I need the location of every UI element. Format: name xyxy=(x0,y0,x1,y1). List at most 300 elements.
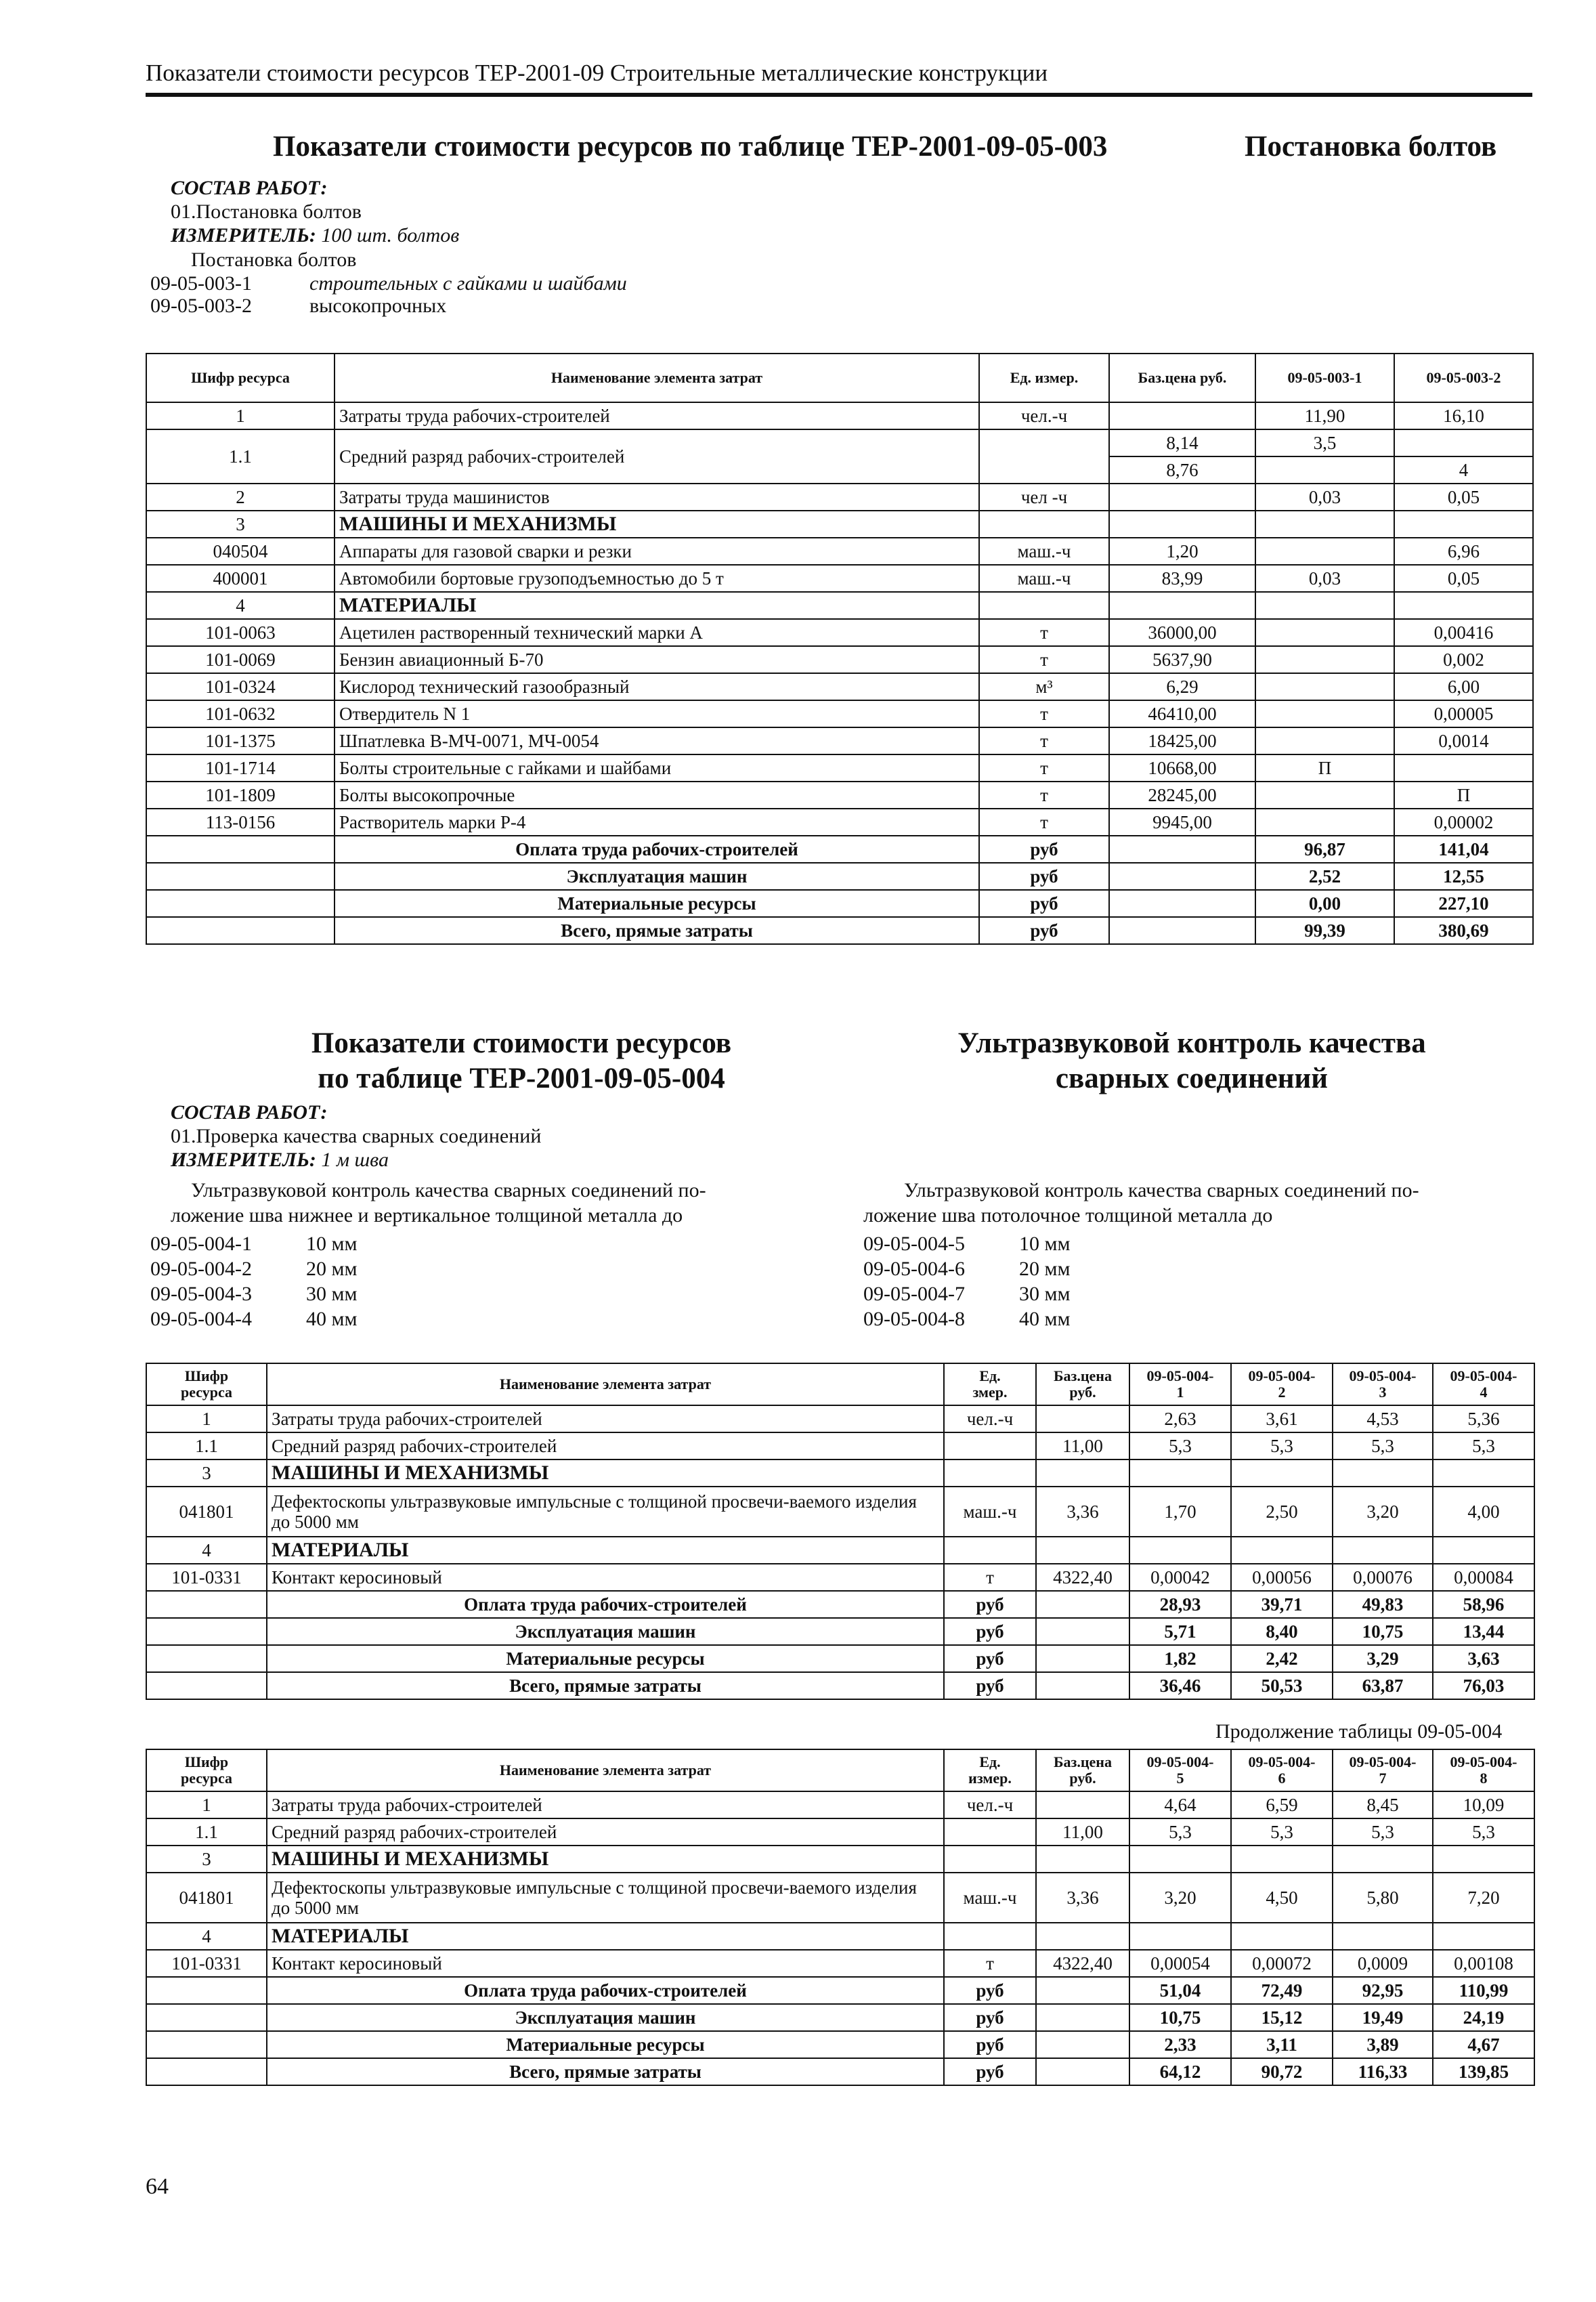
h-col-code: 09-05-004- xyxy=(1349,1753,1417,1770)
cell-unit: руб xyxy=(979,863,1109,890)
table-row xyxy=(146,1405,1534,1432)
cell-total-name: Материальные ресурсы xyxy=(267,1645,944,1672)
h-col-code: 09-05-004- xyxy=(1450,1367,1517,1384)
cell-v8: 24,19 xyxy=(1433,2004,1534,2031)
cell-v1 xyxy=(1255,782,1394,809)
cell-unit xyxy=(979,429,1109,484)
cell-unit xyxy=(944,1818,1036,1846)
cell-name: Затраты труда машинистов xyxy=(335,484,979,511)
h-col-num: 8 xyxy=(1480,1770,1488,1787)
col-header-v7 xyxy=(1333,1749,1433,1791)
cell-v1 xyxy=(1255,538,1394,565)
cell-v2: 0,05 xyxy=(1394,565,1533,592)
cell-v8: 139,85 xyxy=(1433,2058,1534,2085)
table-section-row xyxy=(146,511,1533,538)
cell-v8: 4,67 xyxy=(1433,2031,1534,2058)
cell-v2: 0,00056 xyxy=(1231,1564,1333,1591)
cell-v7: 5,80 xyxy=(1333,1873,1433,1923)
cell-name: Болты высокопрочные xyxy=(335,782,979,809)
cell-v2: 227,10 xyxy=(1394,890,1533,917)
table-row xyxy=(146,782,1533,809)
cell-v2: 0,002 xyxy=(1394,646,1533,673)
h-code-line2: ресурса xyxy=(180,1770,232,1787)
table-row xyxy=(146,538,1533,565)
cell-unit: маш.-ч xyxy=(979,538,1109,565)
h-price-line2: руб. xyxy=(1069,1384,1096,1401)
section1-sostav-item: 01.Постановка болтов xyxy=(171,200,362,223)
table-09-05-003 xyxy=(146,353,1534,945)
cell-unit: маш.-ч xyxy=(944,1873,1036,1923)
h-col-num: 5 xyxy=(1176,1770,1184,1787)
col-header-v2 xyxy=(1231,1363,1333,1405)
cell-unit: руб xyxy=(944,2031,1036,2058)
cell-v7: 116,33 xyxy=(1333,2058,1433,2085)
section2-sostav-item: 01.Проверка качества сварных соединений xyxy=(171,1125,542,1147)
cell-v5: 3,20 xyxy=(1129,1873,1231,1923)
cell-v5: 0,00054 xyxy=(1129,1950,1231,1977)
table-row xyxy=(146,1432,1534,1459)
code: 09-05-004-6 xyxy=(863,1258,965,1280)
code-row xyxy=(150,272,627,295)
col-header-unit xyxy=(944,1749,1036,1791)
cell-price: 46410,00 xyxy=(1109,700,1255,727)
cell-unit: т xyxy=(944,1564,1036,1591)
table-row xyxy=(146,484,1533,511)
cell-section-name: МАТЕРИАЛЫ xyxy=(335,592,979,619)
section2-title xyxy=(244,1026,799,1096)
h-code-line2: ресурса xyxy=(180,1384,232,1401)
table-total-row xyxy=(146,2031,1534,2058)
cell-v6: 0,00072 xyxy=(1231,1950,1333,1977)
cell-v2: П xyxy=(1394,782,1533,809)
col-header-name: Наименование элемента затрат xyxy=(335,354,979,402)
table-row xyxy=(146,402,1533,429)
code: 09-05-004-8 xyxy=(863,1308,965,1330)
cell-name: Дефектоскопы ультразвуковые импульсные с толщиной просвечи-ваемого изделия до 5000 мм xyxy=(267,1487,944,1537)
cell-unit: руб xyxy=(979,890,1109,917)
cell-code: 101-0331 xyxy=(146,1564,267,1591)
section1-code-list xyxy=(150,272,627,317)
cell-price xyxy=(1109,402,1255,429)
cell-code: 1 xyxy=(146,1405,267,1432)
code: 09-05-004-4 xyxy=(150,1308,252,1330)
cell-v2: 2,50 xyxy=(1231,1487,1333,1537)
cell-v8: 110,99 xyxy=(1433,1977,1534,2004)
code-row xyxy=(863,1281,1070,1306)
cell-name: Отвердитель N 1 xyxy=(335,700,979,727)
table-total-row xyxy=(146,836,1533,863)
table-header-row xyxy=(146,1363,1534,1405)
code-desc: 20 мм xyxy=(306,1258,358,1280)
cell-unit: руб xyxy=(944,2004,1036,2031)
code: 09-05-004-3 xyxy=(150,1283,252,1305)
cell-v2: 12,55 xyxy=(1394,863,1533,890)
table-section-row xyxy=(146,592,1533,619)
section2-title-right-line2: сварных соединений xyxy=(1055,1063,1329,1094)
table-header-row xyxy=(146,1749,1534,1791)
cell-v3: 3,29 xyxy=(1333,1645,1433,1672)
h-unit-line2: змер. xyxy=(972,1384,1008,1401)
cell-unit: т xyxy=(979,727,1109,754)
cell-section-name: МАШИНЫ И МЕХАНИЗМЫ xyxy=(335,511,979,538)
cell-price: 18425,00 xyxy=(1109,727,1255,754)
cell-name: Затраты труда рабочих-строителей xyxy=(267,1405,944,1432)
cell-v3: 63,87 xyxy=(1333,1672,1433,1699)
cell-v7: 3,89 xyxy=(1333,2031,1433,2058)
cell-v6: 3,11 xyxy=(1231,2031,1333,2058)
cell-v6: 5,3 xyxy=(1231,1818,1333,1846)
running-header: Показатели стоимости ресурсов ТЕР-2001-09 Строительные металлические конструкции xyxy=(146,60,1048,86)
cell-code: 041801 xyxy=(146,1487,267,1537)
cell-v3: 49,83 xyxy=(1333,1591,1433,1618)
code-desc: 10 мм xyxy=(306,1233,358,1255)
cell-v8: 0,00108 xyxy=(1433,1950,1534,1977)
table-section-row xyxy=(146,1846,1534,1873)
code-desc: 30 мм xyxy=(306,1283,358,1305)
h-unit-line1: Ед. xyxy=(979,1367,1001,1384)
cell-v1: 1,82 xyxy=(1129,1645,1231,1672)
section1-subtitle: Постановка болтов xyxy=(191,249,357,271)
section1-sostav-label: СОСТАВ РАБОТ: xyxy=(171,177,328,199)
cell-name: Кислород технический газообразный xyxy=(335,673,979,700)
cell-section-name: МАТЕРИАЛЫ xyxy=(267,1537,944,1564)
h-col-num: 2 xyxy=(1278,1384,1286,1401)
section2-right-desc-line2: ложение шва потолочное толщиной металла до xyxy=(863,1204,1273,1227)
cell-name: Дефектоскопы ультразвуковые импульсные с толщиной просвечи-ваемого изделия до 5000 мм xyxy=(267,1873,944,1923)
h-col-num: 3 xyxy=(1379,1384,1387,1401)
cell-total-name: Оплата труда рабочих-строителей xyxy=(335,836,979,863)
table-total-row xyxy=(146,1591,1534,1618)
cell-v1: 99,39 xyxy=(1255,917,1394,944)
cell-v5: 5,3 xyxy=(1129,1818,1231,1846)
cell-v5: 64,12 xyxy=(1129,2058,1231,2085)
cell-v2: 0,00416 xyxy=(1394,619,1533,646)
h-unit-line2: измер. xyxy=(968,1770,1012,1787)
col-header-v8 xyxy=(1433,1749,1534,1791)
cell-unit: руб xyxy=(944,1672,1036,1699)
cell-v1: 0,03 xyxy=(1255,484,1394,511)
cell-code: 1 xyxy=(146,402,335,429)
cell-v5: 2,33 xyxy=(1129,2031,1231,2058)
cell-v1: 36,46 xyxy=(1129,1672,1231,1699)
h-col-num: 6 xyxy=(1278,1770,1286,1787)
cell-name: Средний разряд рабочих-строителей xyxy=(267,1432,944,1459)
cell-v1: 0,00042 xyxy=(1129,1564,1231,1591)
cell-code: 1.1 xyxy=(146,429,335,484)
table-total-row xyxy=(146,1645,1534,1672)
cell-price: 10668,00 xyxy=(1109,754,1255,782)
code: 09-05-003-2 xyxy=(150,295,252,317)
cell-unit: т xyxy=(979,754,1109,782)
cell-price: 8,14 xyxy=(1109,429,1255,456)
cell-v1 xyxy=(1255,646,1394,673)
cell-code: 041801 xyxy=(146,1873,267,1923)
cell-name: Шпатлевка В-МЧ-0071, МЧ-0054 xyxy=(335,727,979,754)
cell-price: 28245,00 xyxy=(1109,782,1255,809)
cell-v1 xyxy=(1255,673,1394,700)
cell-price: 3,36 xyxy=(1036,1873,1129,1923)
cell-unit: т xyxy=(979,619,1109,646)
cell-code: 3 xyxy=(146,511,335,538)
code-desc: строительных с гайками и шайбами xyxy=(309,272,627,295)
cell-v2: 8,40 xyxy=(1231,1618,1333,1645)
h-code-line1: Шифр xyxy=(184,1753,229,1770)
cell-name: Контакт керосиновый xyxy=(267,1564,944,1591)
cell-unit: руб xyxy=(944,1591,1036,1618)
cell-v2: 50,53 xyxy=(1231,1672,1333,1699)
code-desc: 40 мм xyxy=(306,1308,358,1330)
cell-code: 2 xyxy=(146,484,335,511)
cell-v1: 96,87 xyxy=(1255,836,1394,863)
h-col-code: 09-05-004- xyxy=(1248,1753,1316,1770)
h-col-code: 09-05-004- xyxy=(1349,1367,1417,1384)
cell-total-name: Эксплуатация машин xyxy=(335,863,979,890)
table-row xyxy=(146,809,1533,836)
cell-price: 1,20 xyxy=(1109,538,1255,565)
section1-izmer-value: 100 шт. болтов xyxy=(321,224,460,247)
code-desc: высокопрочных xyxy=(309,295,447,317)
cell-v5: 10,75 xyxy=(1129,2004,1231,2031)
cell-v2 xyxy=(1394,754,1533,782)
header-rule xyxy=(146,93,1532,97)
cell-code: 101-0063 xyxy=(146,619,335,646)
code: 09-05-004-5 xyxy=(863,1233,965,1255)
table-row xyxy=(146,1818,1534,1846)
cell-v2: 2,42 xyxy=(1231,1645,1333,1672)
code-desc: 20 мм xyxy=(1019,1258,1071,1280)
cell-v2: 0,05 xyxy=(1394,484,1533,511)
cell-total-name: Материальные ресурсы xyxy=(335,890,979,917)
cell-v6: 15,12 xyxy=(1231,2004,1333,2031)
code-row xyxy=(863,1256,1070,1281)
cell-v1: 3,5 xyxy=(1255,429,1394,456)
section2-left-code-list xyxy=(150,1231,357,1331)
table-section-row xyxy=(146,1537,1534,1564)
cell-name: Ацетилен растворенный технический марки А xyxy=(335,619,979,646)
table-row xyxy=(146,1791,1534,1818)
cell-price: 4322,40 xyxy=(1036,1564,1129,1591)
h-col-num: 4 xyxy=(1480,1384,1488,1401)
cell-code: 3 xyxy=(146,1846,267,1873)
code-desc: 10 мм xyxy=(1019,1233,1071,1255)
cell-v7: 8,45 xyxy=(1333,1791,1433,1818)
section2-right-code-list xyxy=(863,1231,1070,1331)
cell-unit: маш.-ч xyxy=(979,565,1109,592)
h-unit-line1: Ед. xyxy=(979,1753,1001,1770)
cell-v1 xyxy=(1255,727,1394,754)
cell-unit xyxy=(944,1432,1036,1459)
cell-v2: 6,00 xyxy=(1394,673,1533,700)
cell-unit: чел.-ч xyxy=(979,402,1109,429)
col-header-v3 xyxy=(1333,1363,1433,1405)
cell-price xyxy=(1036,1405,1129,1432)
cell-price: 11,00 xyxy=(1036,1432,1129,1459)
col-header-price xyxy=(1036,1749,1129,1791)
cell-v2: 39,71 xyxy=(1231,1591,1333,1618)
cell-code: 4 xyxy=(146,1537,267,1564)
cell-v1 xyxy=(1255,619,1394,646)
cell-unit: руб xyxy=(944,2058,1036,2085)
h-col-num: 7 xyxy=(1379,1770,1387,1787)
cell-v2: 0,0014 xyxy=(1394,727,1533,754)
cell-unit: руб xyxy=(979,917,1109,944)
table-section-row xyxy=(146,1459,1534,1487)
col-header-unit: Ед. измер. xyxy=(979,354,1109,402)
col-header-v1: 09-05-003-1 xyxy=(1255,354,1394,402)
section2-sostav-label: СОСТАВ РАБОТ: xyxy=(171,1101,328,1124)
cell-total-name: Всего, прямые затраты xyxy=(335,917,979,944)
table-total-row xyxy=(146,1672,1534,1699)
cell-total-name: Оплата труда рабочих-строителей xyxy=(267,1977,944,2004)
section2-title-line1: Показатели стоимости ресурсов xyxy=(311,1027,732,1059)
section2-izmeritel xyxy=(171,1148,389,1172)
cell-code: 101-0069 xyxy=(146,646,335,673)
code-row xyxy=(150,1231,357,1256)
cell-v3: 10,75 xyxy=(1333,1618,1433,1645)
cell-v1: 2,63 xyxy=(1129,1405,1231,1432)
cell-code: 101-0331 xyxy=(146,1950,267,1977)
cell-v3: 3,20 xyxy=(1333,1487,1433,1537)
cell-price: 11,00 xyxy=(1036,1818,1129,1846)
cell-code: 1.1 xyxy=(146,1818,267,1846)
code-row xyxy=(150,295,627,317)
col-header-unit xyxy=(944,1363,1036,1405)
cell-v2: 3,61 xyxy=(1231,1405,1333,1432)
cell-v1: 1,70 xyxy=(1129,1487,1231,1537)
cell-name: Растворитель марки Р-4 xyxy=(335,809,979,836)
cell-v1: 0,03 xyxy=(1255,565,1394,592)
cell-price: 3,36 xyxy=(1036,1487,1129,1537)
cell-v1: 5,3 xyxy=(1129,1432,1231,1459)
cell-code: 101-1809 xyxy=(146,782,335,809)
code-row xyxy=(150,1281,357,1306)
cell-code: 040504 xyxy=(146,538,335,565)
cell-name: Средний разряд рабочих-строителей xyxy=(335,429,979,484)
cell-section-name: МАШИНЫ И МЕХАНИЗМЫ xyxy=(267,1459,944,1487)
col-header-code xyxy=(146,1749,267,1791)
cell-v2: 4 xyxy=(1394,456,1533,484)
table-row xyxy=(146,700,1533,727)
cell-v1: 2,52 xyxy=(1255,863,1394,890)
cell-v4: 76,03 xyxy=(1433,1672,1534,1699)
col-header-v1 xyxy=(1129,1363,1231,1405)
cell-unit: т xyxy=(979,782,1109,809)
cell-v1: 5,71 xyxy=(1129,1618,1231,1645)
col-header-code xyxy=(146,1363,267,1405)
col-header-code: Шифр ресурса xyxy=(146,354,335,402)
cell-name: Автомобили бортовые грузоподъемностью до 5 т xyxy=(335,565,979,592)
cell-v2: 5,3 xyxy=(1231,1432,1333,1459)
cell-unit: маш.-ч xyxy=(944,1487,1036,1537)
col-header-v5 xyxy=(1129,1749,1231,1791)
cell-v8: 7,20 xyxy=(1433,1873,1534,1923)
cell-unit: руб xyxy=(944,1977,1036,2004)
code-row xyxy=(863,1231,1070,1256)
table-row xyxy=(146,727,1533,754)
cell-price xyxy=(1036,1791,1129,1818)
cell-code: 101-0324 xyxy=(146,673,335,700)
h-price-line1: Баз.цена xyxy=(1053,1753,1112,1770)
table-09-05-004-part1 xyxy=(146,1363,1535,1700)
cell-unit: т xyxy=(979,646,1109,673)
code: 09-05-004-1 xyxy=(150,1233,252,1255)
cell-code: 1 xyxy=(146,1791,267,1818)
cell-v1: П xyxy=(1255,754,1394,782)
col-header-price xyxy=(1036,1363,1129,1405)
table-section-row xyxy=(146,1923,1534,1950)
section1-title: Показатели стоимости ресурсов по таблице ТЕР-2001-09-05-003 xyxy=(273,131,1108,163)
section2-title-right xyxy=(921,1026,1463,1096)
code-desc: 30 мм xyxy=(1019,1283,1071,1305)
table-row xyxy=(146,1950,1534,1977)
cell-price: 5637,90 xyxy=(1109,646,1255,673)
cell-v4: 0,00084 xyxy=(1433,1564,1534,1591)
cell-code: 113-0156 xyxy=(146,809,335,836)
h-col-code: 09-05-004- xyxy=(1450,1753,1517,1770)
cell-v7: 5,3 xyxy=(1333,1818,1433,1846)
continuation-note: Продолжение таблицы 09-05-004 xyxy=(1215,1720,1503,1743)
cell-v1 xyxy=(1255,700,1394,727)
cell-v1: 11,90 xyxy=(1255,402,1394,429)
cell-v3: 5,3 xyxy=(1333,1432,1433,1459)
table-header-row xyxy=(146,354,1533,402)
h-col-code: 09-05-004- xyxy=(1146,1753,1214,1770)
cell-v8: 10,09 xyxy=(1433,1791,1534,1818)
cell-v2: 16,10 xyxy=(1394,402,1533,429)
cell-price: 8,76 xyxy=(1109,456,1255,484)
table-row xyxy=(146,673,1533,700)
table-row xyxy=(146,429,1533,456)
cell-price: 83,99 xyxy=(1109,565,1255,592)
cell-section-name: МАТЕРИАЛЫ xyxy=(267,1923,944,1950)
cell-unit: руб xyxy=(979,836,1109,863)
cell-v3: 4,53 xyxy=(1333,1405,1433,1432)
cell-v2: 380,69 xyxy=(1394,917,1533,944)
cell-v7: 19,49 xyxy=(1333,2004,1433,2031)
h-col-code: 09-05-004- xyxy=(1146,1367,1214,1384)
col-header-v2: 09-05-003-2 xyxy=(1394,354,1533,402)
section2-izmer-value: 1 м шва xyxy=(321,1149,389,1171)
cell-name: Болты строительные с гайками и шайбами xyxy=(335,754,979,782)
cell-v1 xyxy=(1255,456,1394,484)
cell-v2 xyxy=(1394,429,1533,456)
cell-total-name: Эксплуатация машин xyxy=(267,2004,944,2031)
cell-v6: 90,72 xyxy=(1231,2058,1333,2085)
cell-v1: 28,93 xyxy=(1129,1591,1231,1618)
table-row xyxy=(146,754,1533,782)
table-row xyxy=(146,1564,1534,1591)
code-row xyxy=(150,1306,357,1331)
cell-v8: 5,3 xyxy=(1433,1818,1534,1846)
col-header-v4 xyxy=(1433,1363,1534,1405)
cell-v3: 0,00076 xyxy=(1333,1564,1433,1591)
cell-code: 101-1714 xyxy=(146,754,335,782)
h-col-code: 09-05-004- xyxy=(1248,1367,1316,1384)
cell-v4: 5,3 xyxy=(1433,1432,1534,1459)
cell-code: 400001 xyxy=(146,565,335,592)
col-header-price: Баз.цена руб. xyxy=(1109,354,1255,402)
section2-izmer-label: ИЗМЕРИТЕЛЬ: xyxy=(171,1149,316,1171)
cell-v4: 58,96 xyxy=(1433,1591,1534,1618)
cell-name: Контакт керосиновый xyxy=(267,1950,944,1977)
cell-v4: 4,00 xyxy=(1433,1487,1534,1537)
col-header-name: Наименование элемента затрат xyxy=(267,1749,944,1791)
h-col-num: 1 xyxy=(1176,1384,1184,1401)
cell-name: Затраты труда рабочих-строителей xyxy=(335,402,979,429)
cell-total-name: Материальные ресурсы xyxy=(267,2031,944,2058)
cell-unit: руб xyxy=(944,1645,1036,1672)
cell-total-name: Оплата труда рабочих-строителей xyxy=(267,1591,944,1618)
